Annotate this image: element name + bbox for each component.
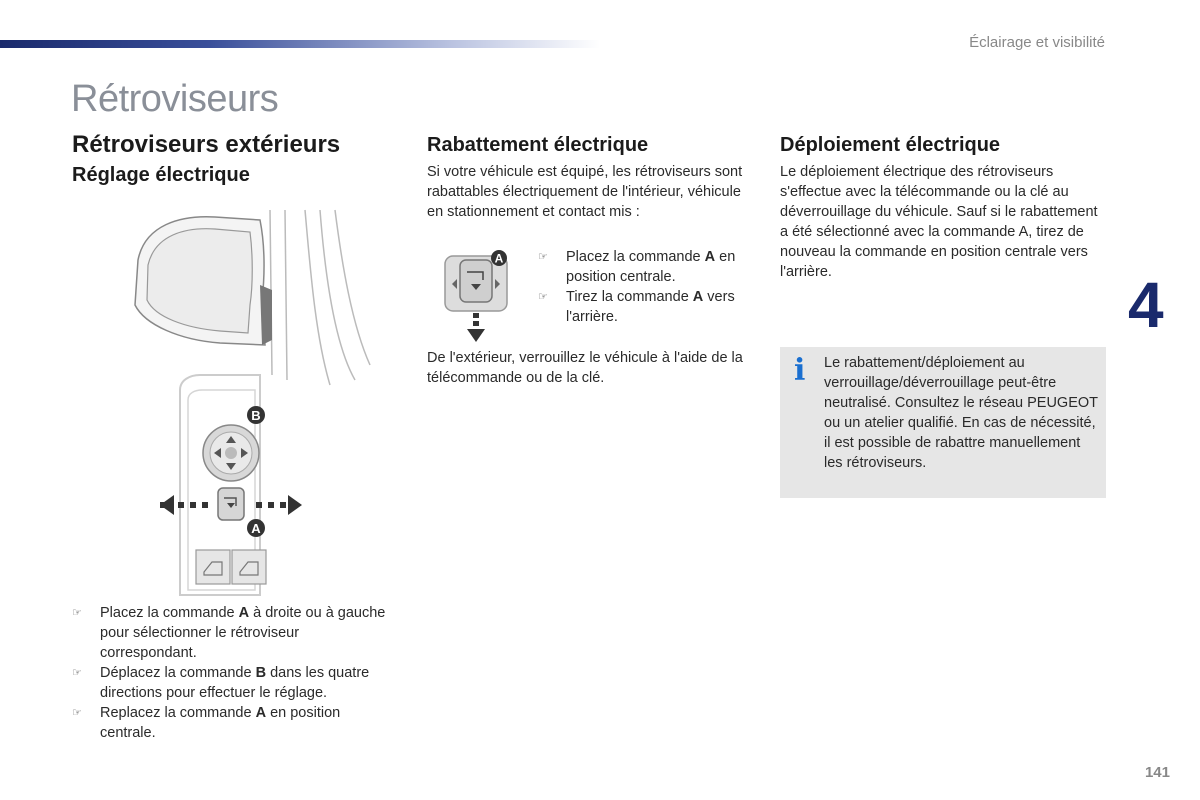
page-title: Rétroviseurs bbox=[71, 78, 279, 120]
list-item: ☞ Replacez la commande A en position centrale. bbox=[72, 705, 341, 741]
folding-outro: De l'extérieur, verrouillez le véhicule à l'aide de la télécommande ou de la clé. bbox=[427, 350, 743, 386]
electric-unfolding-heading: Déploiement électrique bbox=[780, 134, 1001, 156]
svg-text:B: B bbox=[251, 408, 261, 423]
info-text: Le rabattement/déploiement au verrouillage/déverrouillage peut-être neutralisé. Consultez le réseau PEUGEOT ou un atelier qualifié. En cas de nécessité, il est possible de rabattre manuellement les rétroviseurs. bbox=[824, 355, 1098, 471]
list-item: ☞ Placez la commande A à droite ou à gauche pour sélectionner le rétroviseur correspondant. bbox=[72, 605, 386, 661]
section-name: Éclairage et visibilité bbox=[969, 34, 1105, 51]
list-item: ☞ Placez la commande A en position centrale. bbox=[538, 249, 736, 285]
pointing-hand-icon: ☞ bbox=[72, 667, 82, 679]
label-b-badge bbox=[247, 406, 265, 424]
chapter-number: 4 bbox=[1128, 269, 1164, 341]
svg-text:A: A bbox=[251, 521, 261, 536]
pointing-hand-icon: ☞ bbox=[538, 291, 548, 303]
label-a-badge bbox=[491, 250, 507, 266]
page-number: 141 bbox=[1144, 764, 1170, 781]
svg-text:A: A bbox=[494, 251, 504, 266]
folding-intro: Si votre véhicule est équipé, les rétroviseurs sont rabattables électriquement de l'intérieur, véhicule en stationnement et contact mis : bbox=[427, 164, 743, 220]
folding-instructions bbox=[538, 247, 753, 327]
door-frame bbox=[270, 210, 370, 385]
pointing-hand-icon: ☞ bbox=[72, 707, 82, 719]
pointing-hand-icon: ☞ bbox=[538, 251, 548, 263]
label-a-badge bbox=[247, 519, 265, 537]
info-box bbox=[780, 347, 1106, 498]
electric-adjust-heading: Réglage électrique bbox=[72, 164, 250, 186]
left-instructions bbox=[72, 603, 392, 743]
control-b-joystick bbox=[203, 425, 259, 481]
electric-folding-heading: Rabattement électrique bbox=[427, 134, 649, 156]
unfolding-text: Le déploiement électrique des rétroviseurs s'effectue avec la télécommande ou la clé au déverrouillage du véhicule. Sauf si le rabattement a été sélectionné avec la commande A, tirez de nouveau la commande en position centrale vers l'arrière. bbox=[780, 164, 1098, 280]
window-switches bbox=[196, 550, 266, 584]
exterior-mirrors-heading: Rétroviseurs extérieurs bbox=[72, 131, 341, 158]
header-accent-bar bbox=[0, 40, 600, 48]
info-icon: i bbox=[794, 353, 806, 388]
pointing-hand-icon: ☞ bbox=[72, 607, 82, 619]
control-a-selector bbox=[160, 488, 302, 520]
list-item: ☞ Déplacez la commande B dans les quatre directions pour effectuer le réglage. bbox=[72, 665, 370, 701]
mirror-housing bbox=[135, 217, 272, 345]
mirror-controls-illustration bbox=[120, 205, 390, 600]
fold-control-illustration bbox=[440, 248, 512, 346]
list-item: ☞ Tirez la commande A vers l'arrière. bbox=[538, 289, 735, 325]
